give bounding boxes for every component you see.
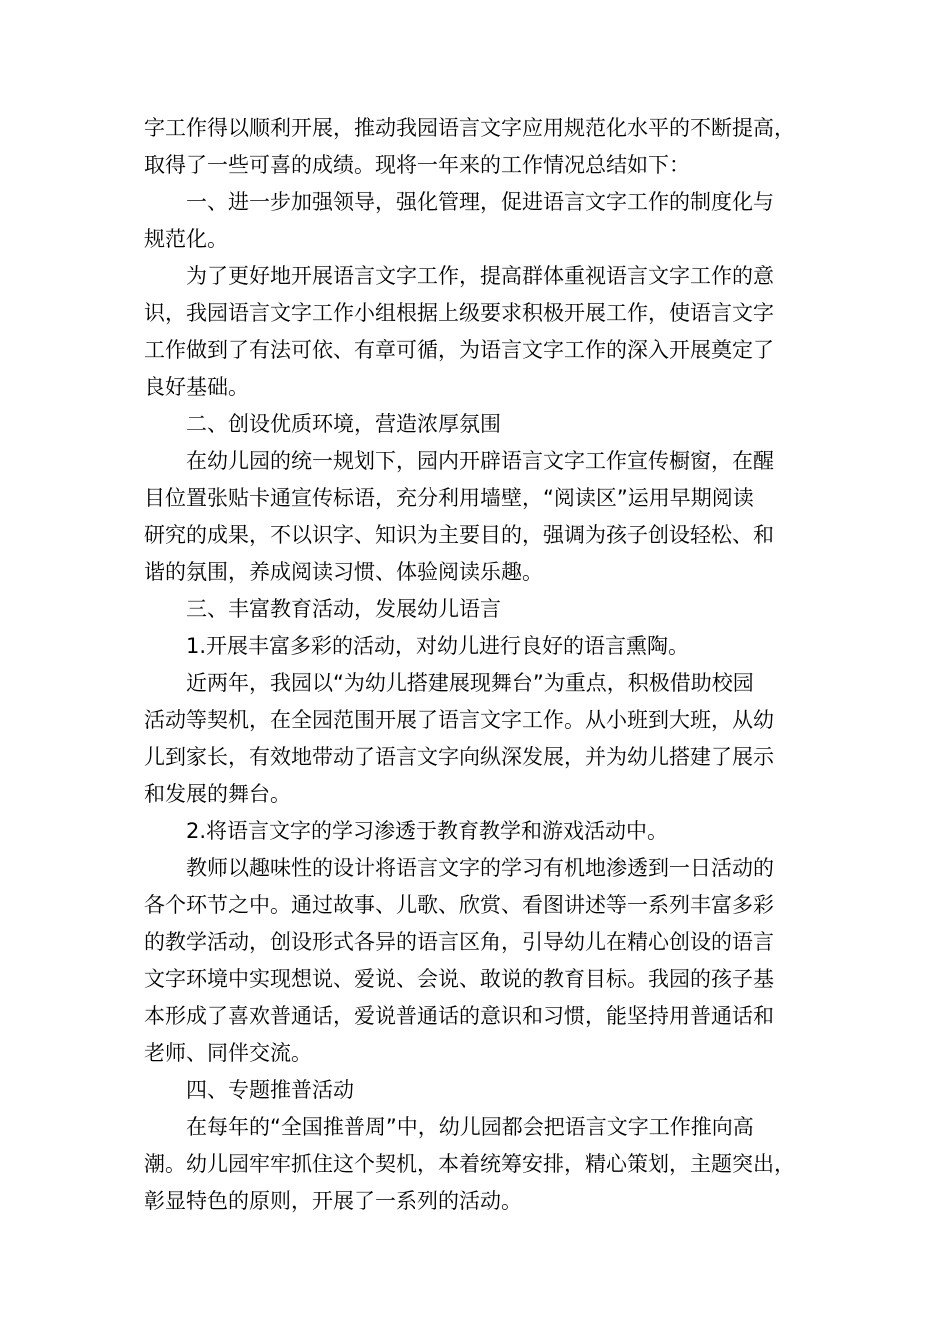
text-line: 研究的成果，不以识字、知识为主要目的，强调为孩子创设轻松、和 [144,523,774,547]
text-line: 取得了一些可喜的成绩。现将一年来的工作情况总结如下： [144,153,690,177]
text-line: 工作做到了有法可依、有章可循，为语言文字工作的深入开展奠定了 [144,338,774,362]
text-line: 各个环节之中。通过故事、儿歌、欣赏、看图讲述等一系列丰富多彩 [144,893,774,917]
text-line: 活动等契机，在全园范围开展了语言文字工作。从小班到大班，从幼 [144,708,774,732]
text-line: 近两年，我园以“为幼儿搭建展现舞台”为重点，积极借助校园 [186,671,754,695]
text-line: 文字环境中实现想说、爱说、会说、敢说的教育目标。我园的孩子基 [144,967,774,991]
subsection-heading: 2.将语言文字的学习渗透于教育教学和游戏活动中。 [186,819,669,843]
text-line: 的教学活动，创设形式各异的语言区角，引导幼儿在精心创设的语言 [144,930,774,954]
section-heading: 规范化。 [144,227,228,251]
text-line: 良好基础。 [144,375,249,399]
text-line: 字工作得以顺利开展，推动我园语言文字应用规范化水平的不断提高， [144,116,795,140]
text-line: 儿到家长，有效地带动了语言文字向纵深发展，并为幼儿搭建了展示 [144,745,774,769]
section-heading: 一、进一步加强领导，强化管理，促进语言文字工作的制度化与 [186,190,774,214]
text-line: 目位置张贴卡通宣传标语，充分利用墙壁，“阅读区”运用早期阅读 [144,486,754,510]
text-line: 在每年的“全国推普周”中，幼儿园都会把语言文字工作推向高 [186,1115,754,1139]
text-line: 和发展的舞台。 [144,782,291,806]
section-heading: 二、创设优质环境，营造浓厚氛围 [186,412,501,436]
text-line: 彰显特色的原则，开展了一系列的活动。 [144,1189,522,1213]
text-line: 在幼儿园的统一规划下，园内开辟语言文字工作宣传橱窗，在醒 [186,449,774,473]
section-heading: 三、丰富教育活动，发展幼儿语言 [186,597,501,621]
text-line: 为了更好地开展语言文字工作，提高群体重视语言文字工作的意 [186,264,774,288]
text-line: 识，我园语言文字工作小组根据上级要求积极开展工作，使语言文字 [144,301,774,325]
text-line: 潮。幼儿园牢牢抓住这个契机，本着统筹安排，精心策划，主题突出， [144,1152,795,1176]
text-line: 老师、同伴交流。 [144,1041,312,1065]
subsection-heading: 1.开展丰富多彩的活动，对幼儿进行良好的语言熏陶。 [186,634,690,658]
text-line: 教师以趣味性的设计将语言文字的学习有机地渗透到一日活动的 [186,856,774,880]
text-line: 谐的氛围，养成阅读习惯、体验阅读乐趣。 [144,560,543,584]
section-heading: 四、专题推普活动 [186,1078,354,1102]
text-line: 本形成了喜欢普通话，爱说普通话的意识和习惯，能坚持用普通话和 [144,1004,774,1028]
